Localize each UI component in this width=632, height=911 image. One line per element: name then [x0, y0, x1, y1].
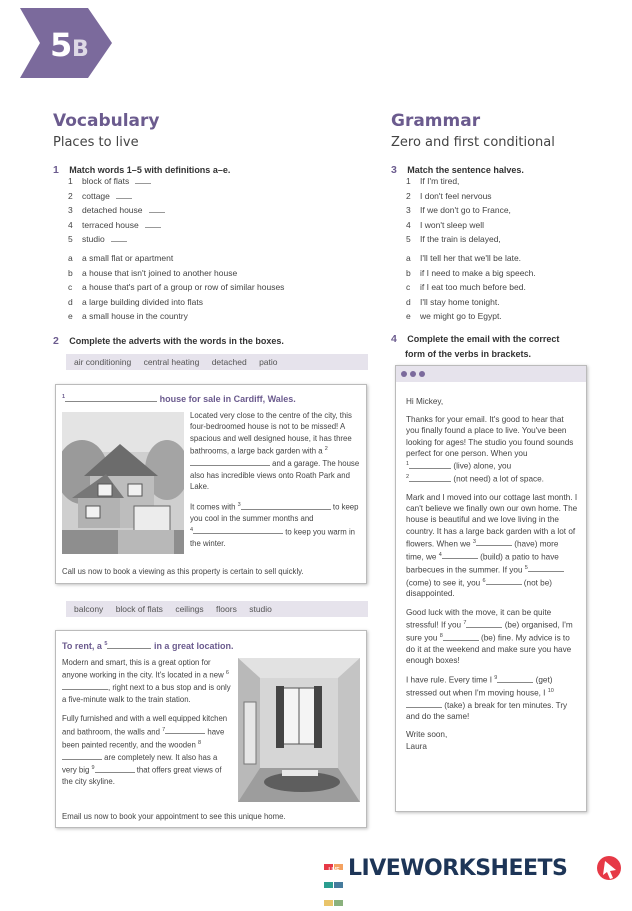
liveworksheets-wordmark: LIVEWORKSHEETS — [348, 856, 568, 881]
vocabulary-subtitle: Places to live — [53, 135, 139, 150]
window-dot-icon — [410, 371, 416, 377]
email-paragraph-3: Good luck with the move, it can be quite stressful! If you $^7$ (be) organised, I'm sure you $^8$ (be) fine. My advice is to do it at the weekend and make sure you have enough boxes! — [406, 607, 573, 665]
window-dot-icon — [401, 371, 407, 377]
house-illustration — [62, 412, 184, 554]
question-1-text: Match words 1–5 with definitions a–e. — [69, 165, 231, 175]
advert-rent-card — [55, 630, 367, 828]
answer-input[interactable] — [111, 233, 127, 242]
blank-7[interactable] — [466, 619, 502, 628]
question-4-line1: Complete the email with the correct — [407, 334, 560, 344]
word-chip: studio — [249, 604, 272, 614]
list-item: b a house that isn't joined to another house — [68, 267, 238, 278]
list-item: 2 cottage — [68, 189, 165, 204]
list-item: 1 If I'm tired, — [406, 176, 460, 186]
list-item: d a large building divided into flats — [68, 296, 203, 307]
question-3-halves — [406, 174, 511, 247]
house-photo — [62, 412, 184, 554]
question-4-number: 4 — [391, 333, 397, 345]
live-tile-icon: LIVE — [324, 857, 344, 883]
question-3-text: Match the sentence halves. — [407, 165, 524, 175]
question-2-header — [53, 331, 284, 349]
blank-9[interactable] — [95, 764, 135, 773]
unit-badge — [20, 8, 112, 78]
list-item: 3 detached house — [68, 203, 165, 218]
word-chip: central heating — [143, 357, 200, 367]
blank-1[interactable] — [409, 460, 451, 469]
blank-9[interactable] — [497, 674, 533, 683]
email-card — [395, 365, 587, 812]
email-paragraph-2: Mark and I moved into our cottage last month. I can't believe we finally own our own home. The house is beautiful and we love living in the country. It has a large back garden with a lot of flowers. When we $^3$ (have) more time, we $^4$ (build) a patio to have barbecues in the summer. If you $^5$ (come) to see it, you $^6$ (not be) disappointed. — [406, 492, 578, 599]
advert-house-card — [55, 384, 367, 584]
blank-8[interactable] — [443, 632, 479, 641]
email-window-bar — [396, 366, 586, 382]
question-1-number: 1 — [53, 164, 59, 176]
blank-5[interactable] — [528, 563, 564, 572]
list-item: d I'll stay home tonight. — [406, 296, 500, 307]
list-item: 2 I don't feel nervous — [406, 190, 492, 201]
list-item: 1 block of flats — [68, 174, 165, 189]
question-4-header — [391, 331, 559, 361]
email-body — [406, 396, 578, 752]
answer-input[interactable] — [145, 219, 161, 228]
advert-house-title: $^1$ house for sale in Cardiff, Wales. — [62, 394, 296, 404]
list-item: b if I need to make a big speech. — [406, 267, 536, 278]
room-illustration — [238, 658, 360, 802]
answer-input[interactable] — [135, 175, 151, 184]
cursor-pointer-icon — [596, 855, 622, 885]
list-item: c a house that's part of a group or row of similar houses — [68, 282, 285, 292]
advert-rent-title: To rent, a $^5$ in a great location. — [62, 641, 234, 651]
blank-10[interactable] — [406, 699, 442, 708]
grammar-subtitle: Zero and first conditional — [391, 135, 555, 150]
unit-number: 5 — [50, 26, 73, 64]
blank-5[interactable] — [107, 640, 151, 649]
window-dot-icon — [419, 371, 425, 377]
question-1-words — [68, 174, 165, 247]
list-item: 5 If the train is delayed, — [406, 234, 501, 244]
answer-input[interactable] — [116, 190, 132, 199]
liveworksheets-logo[interactable] — [324, 853, 624, 887]
answer-input[interactable] — [149, 204, 165, 213]
word-chip: block of flats — [115, 604, 163, 614]
blank-2[interactable] — [190, 457, 270, 466]
blank-3[interactable] — [241, 501, 331, 510]
question-2-number: 2 — [53, 335, 59, 347]
blank-7[interactable] — [165, 725, 205, 734]
question-2-text: Complete the adverts with the words in the boxes. — [69, 336, 284, 346]
blank-4[interactable] — [442, 550, 478, 559]
word-chip: air conditioning — [74, 357, 132, 367]
word-chip: patio — [259, 357, 278, 367]
list-item: 3 If we don't go to France, — [406, 205, 511, 215]
blank-2[interactable] — [409, 473, 451, 482]
grammar-title: Grammar — [391, 111, 481, 131]
list-item: a a small flat or apartment — [68, 253, 174, 263]
blank-6[interactable] — [486, 576, 522, 585]
advert-house-body: Located very close to the centre of the city, this four-bedroomed house is not to be missed! A spacious and well designed house, it has three bathrooms, a large back garden with a $^2$ and a garage. The house also has incredible views onto Roath Park and Lake. It comes with $^3$ to keep you cool in the summer months and $^4$ to keep you warm in the winter. — [190, 411, 360, 548]
question-1-definitions — [68, 251, 284, 324]
vocabulary-title: Vocabulary — [53, 111, 160, 131]
list-item: e we might go to Egypt. — [406, 311, 502, 321]
room-photo — [238, 658, 360, 802]
word-box-1 — [66, 354, 368, 370]
word-chip: balcony — [74, 604, 104, 614]
list-item: 4 terraced house — [68, 218, 165, 233]
blank-4[interactable] — [193, 525, 283, 534]
blank-8[interactable] — [62, 751, 102, 760]
list-item: c if I eat too much before bed. — [406, 282, 526, 292]
blank-6[interactable] — [62, 681, 108, 690]
blank-3[interactable] — [476, 537, 512, 546]
email-paragraph-4: I have rule. Every time I $^9$ (get) stressed out when I'm moving house, I $^{10}$ (take) a break for ten minutes. Try and do the same! — [406, 675, 568, 722]
word-chip: ceilings — [175, 604, 204, 614]
advert-rent-footer: Email us now to book your appointment to see this unique home. — [62, 812, 286, 821]
unit-badge-chevron — [20, 8, 112, 78]
advert-house-footer: Call us now to book a viewing as this property is certain to sell quickly. — [62, 567, 304, 576]
question-3-number: 3 — [391, 164, 397, 176]
word-chip: floors — [216, 604, 237, 614]
question-3-options — [406, 251, 536, 324]
question-4-line2: form of the verbs in brackets. — [405, 349, 532, 359]
blank-1[interactable] — [65, 393, 157, 402]
email-paragraph-1: Thanks for your email. It's good to hear that you finally found a place to live. You've been looking for ages! The studio you found sounds perfect for one person. When you $^1$ (live) alone, you $^2$ (not need) a lot of space. — [406, 415, 574, 484]
list-item: a I'll tell her that we'll be late. — [406, 253, 522, 263]
email-greeting: Hi Mickey, — [406, 397, 444, 406]
list-item: 4 I won't sleep well — [406, 219, 484, 230]
word-chip: detached — [211, 357, 247, 367]
word-box-2 — [66, 601, 368, 617]
email-signoff: Write soon, Laura — [406, 730, 448, 751]
list-item: e a small house in the country — [68, 311, 188, 321]
unit-letter: B — [72, 37, 89, 62]
advert-rent-body: Modern and smart, this is a great option for anyone working in the city. It's located in a new $^6$, right next to a bus stop and is only a five-minute walk to the train station. Fully furnished and with a well equipped kitchen and bathroom, the walls and $^7$ have been painted recently, and the wooden $^8$ are completely new. It also has a very big $^9$ that offers great views of the city skyline. — [62, 658, 231, 787]
list-item: 5 studio — [68, 232, 165, 247]
